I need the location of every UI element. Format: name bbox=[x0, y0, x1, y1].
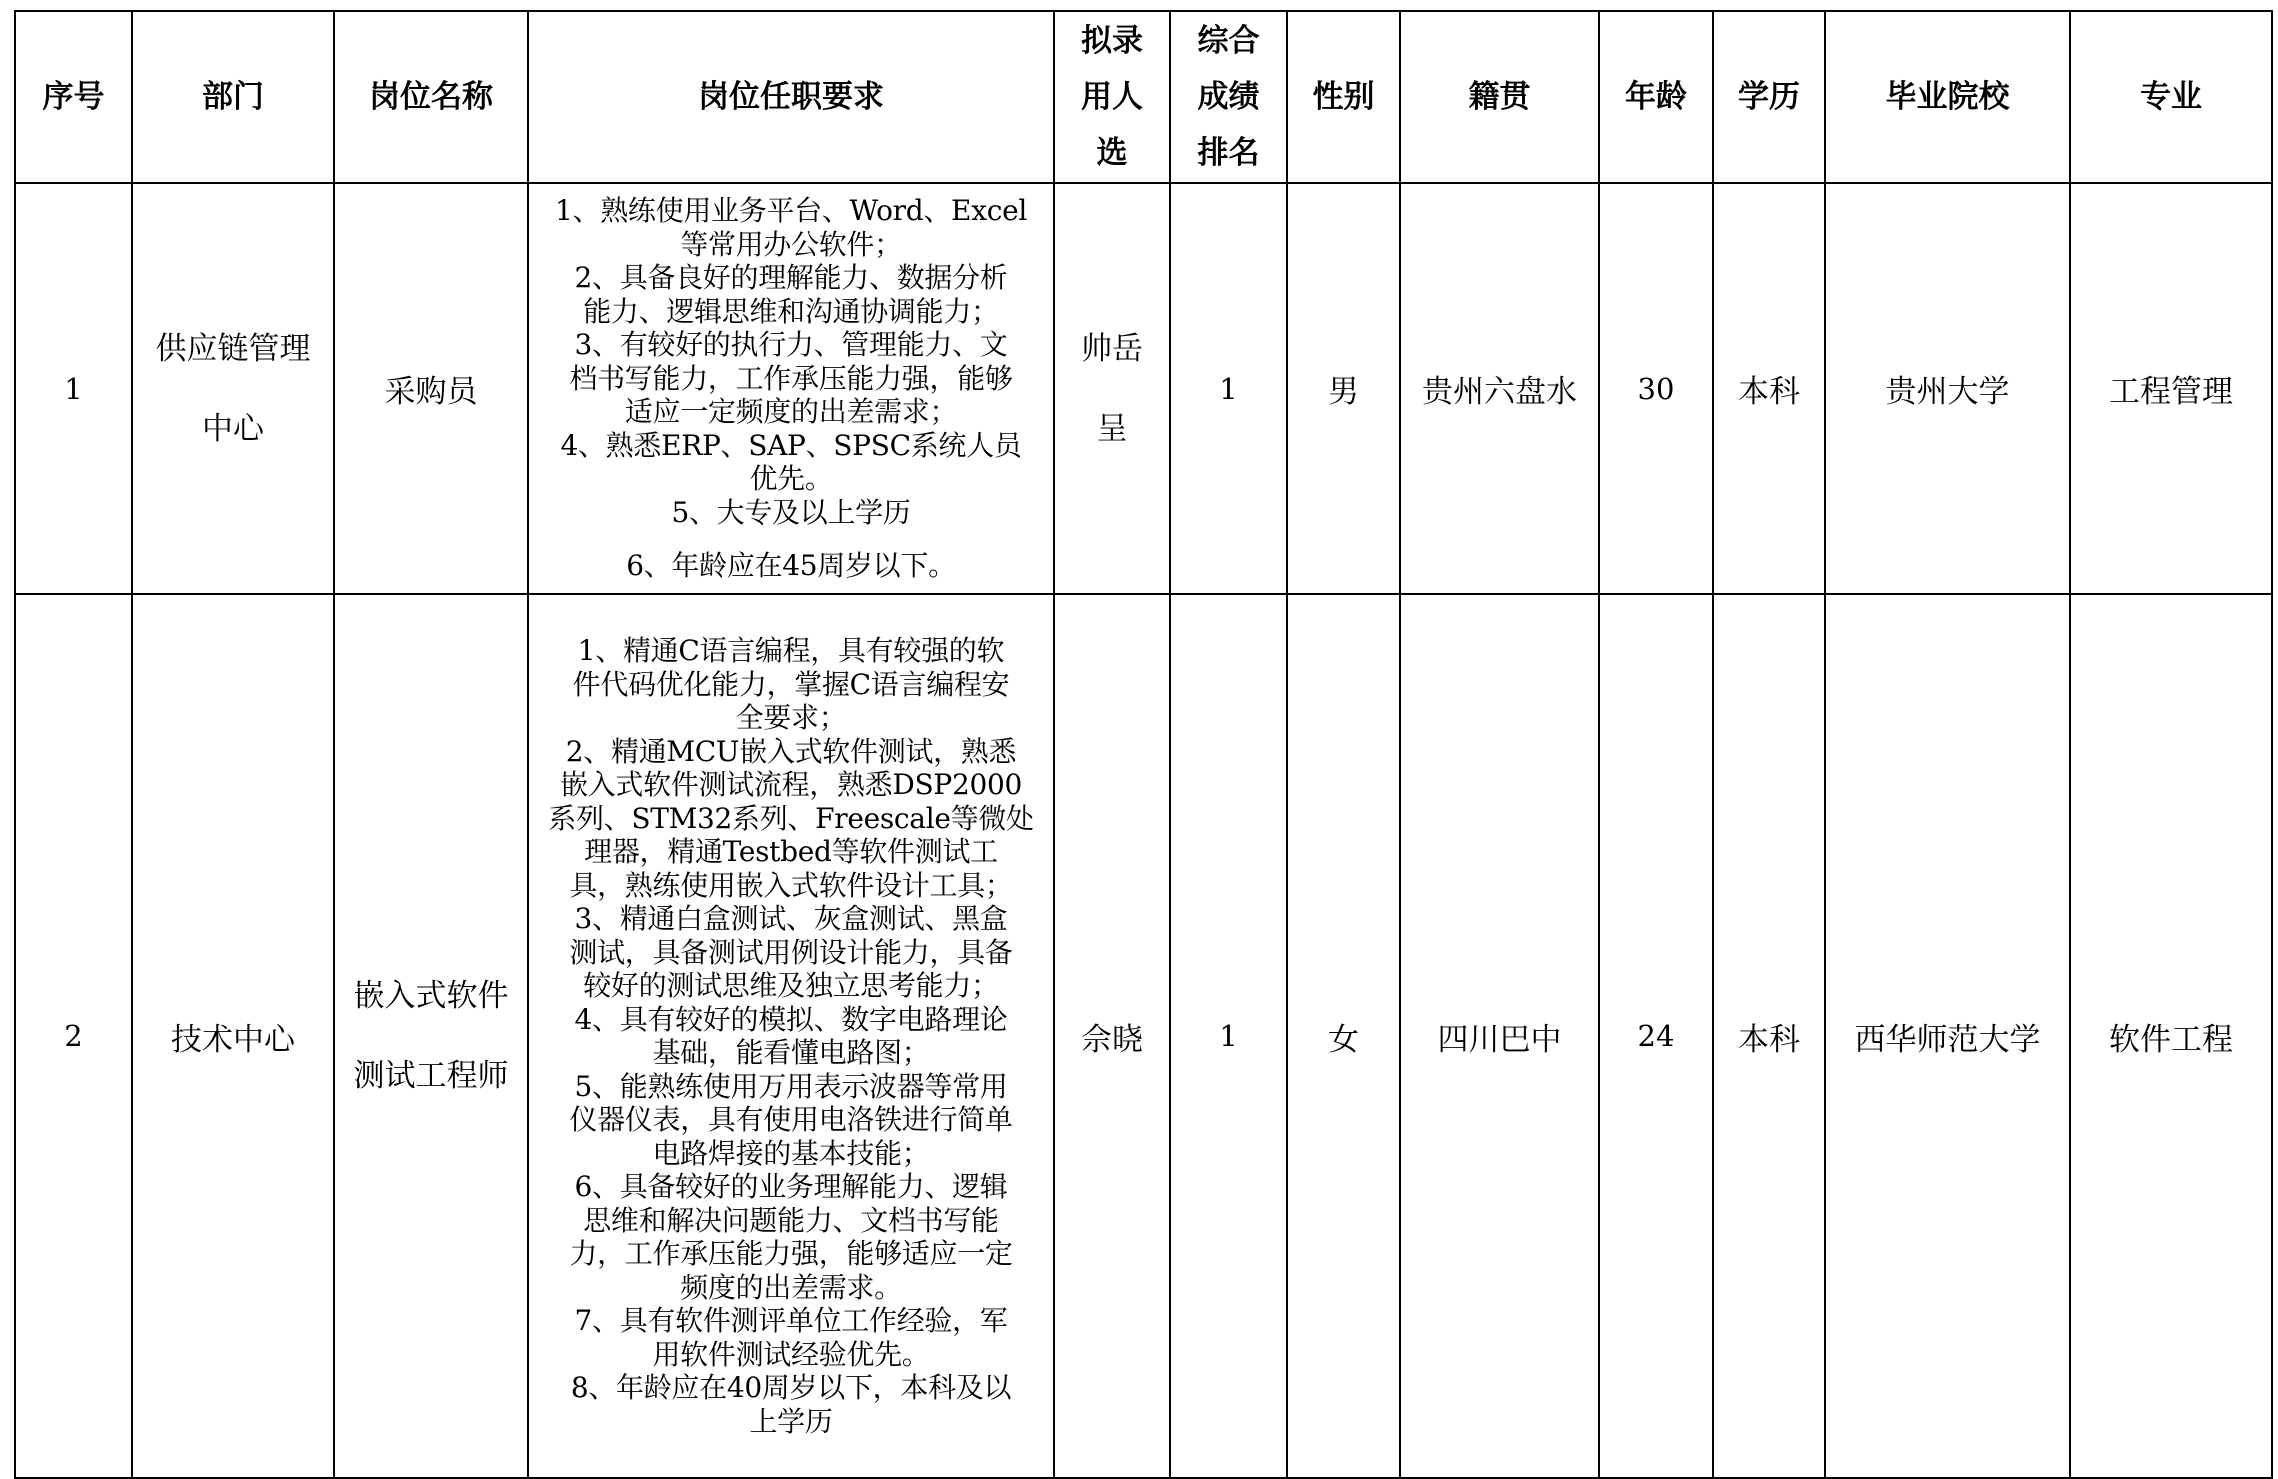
row-candidate: 帅岳 呈 bbox=[1054, 183, 1170, 594]
recruitment-table bbox=[14, 10, 2273, 1479]
header-department: 部门 bbox=[132, 11, 334, 183]
header-candidate: 拟录 用人 选 bbox=[1054, 11, 1170, 183]
row-origin: 贵州六盘水 bbox=[1400, 183, 1599, 594]
row-major: 软件工程 bbox=[2070, 594, 2272, 1478]
row-ranking: 1 bbox=[1170, 594, 1287, 1478]
row-education: 本科 bbox=[1713, 183, 1825, 594]
row-requirements: 1、精通C语言编程，具有较强的软 件代码优化能力，掌握C语言编程安 全要求； 2、精通MCU嵌入式软件测试，熟悉 嵌入式软件测试流程，熟悉DSP2000 系列、STM32系列、Freescale等微处 理器，精通Testbed等软件测试工 具，熟练使用嵌入式软件设计工具； 3、精通白盒测试、灰盒测试、黑盒 测试，具备测试用例设计能力，具备 较好的测试思维及独立思考能力； 4、具有较好的模拟、数字电路理论 基础，能看懂电路图； 5、能熟练使用万用表示波器等常用 仪器仪表，具有使用电洛铁进行简单 电路焊接的基本技能； 6、具备较好的业务理解能力、逻辑 思维和解决问题能力、文档书写能 力，工作承压能力强，能够适应一定 频度的出差需求。 7、具有软件测评单位工作经验，军 用软件测试经验优先。 8、年龄应在40周岁以下，本科及以 上学历 bbox=[528, 594, 1054, 1478]
table-row bbox=[15, 183, 2272, 594]
header-gender: 性别 bbox=[1287, 11, 1400, 183]
header-education: 学历 bbox=[1713, 11, 1825, 183]
header-requirements: 岗位任职要求 bbox=[528, 11, 1054, 183]
row-major: 工程管理 bbox=[2070, 183, 2272, 594]
header-major: 专业 bbox=[2070, 11, 2272, 183]
row-gender: 男 bbox=[1287, 183, 1400, 594]
row-position: 采购员 bbox=[334, 183, 528, 594]
row-origin: 四川巴中 bbox=[1400, 594, 1599, 1478]
row-gender: 女 bbox=[1287, 594, 1400, 1478]
header-row bbox=[15, 11, 2272, 183]
row-department: 供应链管理 中心 bbox=[132, 183, 334, 594]
row-requirements: 1、熟练使用业务平台、Word、Excel 等常用办公软件； 2、具备良好的理解能力、数据分析 能力、逻辑思维和沟通协调能力； 3、有较好的执行力、管理能力、文 档书写能力，工作承压能力强，能够 适应一定频度的出差需求； 4、熟悉ERP、SAP、SPSC系统人员 优先。 5、大专及以上学历 6、年龄应在45周岁以下。 bbox=[528, 183, 1054, 594]
row-age: 30 bbox=[1599, 183, 1713, 594]
row-age: 24 bbox=[1599, 594, 1713, 1478]
header-ranking: 综合 成绩 排名 bbox=[1170, 11, 1287, 183]
header-index: 序号 bbox=[15, 11, 132, 183]
row-ranking: 1 bbox=[1170, 183, 1287, 594]
row-candidate: 佘晓 bbox=[1054, 594, 1170, 1478]
row-department: 技术中心 bbox=[132, 594, 334, 1478]
row-education: 本科 bbox=[1713, 594, 1825, 1478]
header-school: 毕业院校 bbox=[1825, 11, 2070, 183]
header-position: 岗位名称 bbox=[334, 11, 528, 183]
row-index: 2 bbox=[15, 594, 132, 1478]
row-school: 贵州大学 bbox=[1825, 183, 2070, 594]
header-origin: 籍贯 bbox=[1400, 11, 1599, 183]
row-position: 嵌入式软件 测试工程师 bbox=[334, 594, 528, 1478]
row-school: 西华师范大学 bbox=[1825, 594, 2070, 1478]
row-index: 1 bbox=[15, 183, 132, 594]
table-row bbox=[15, 594, 2272, 1478]
header-age: 年龄 bbox=[1599, 11, 1713, 183]
